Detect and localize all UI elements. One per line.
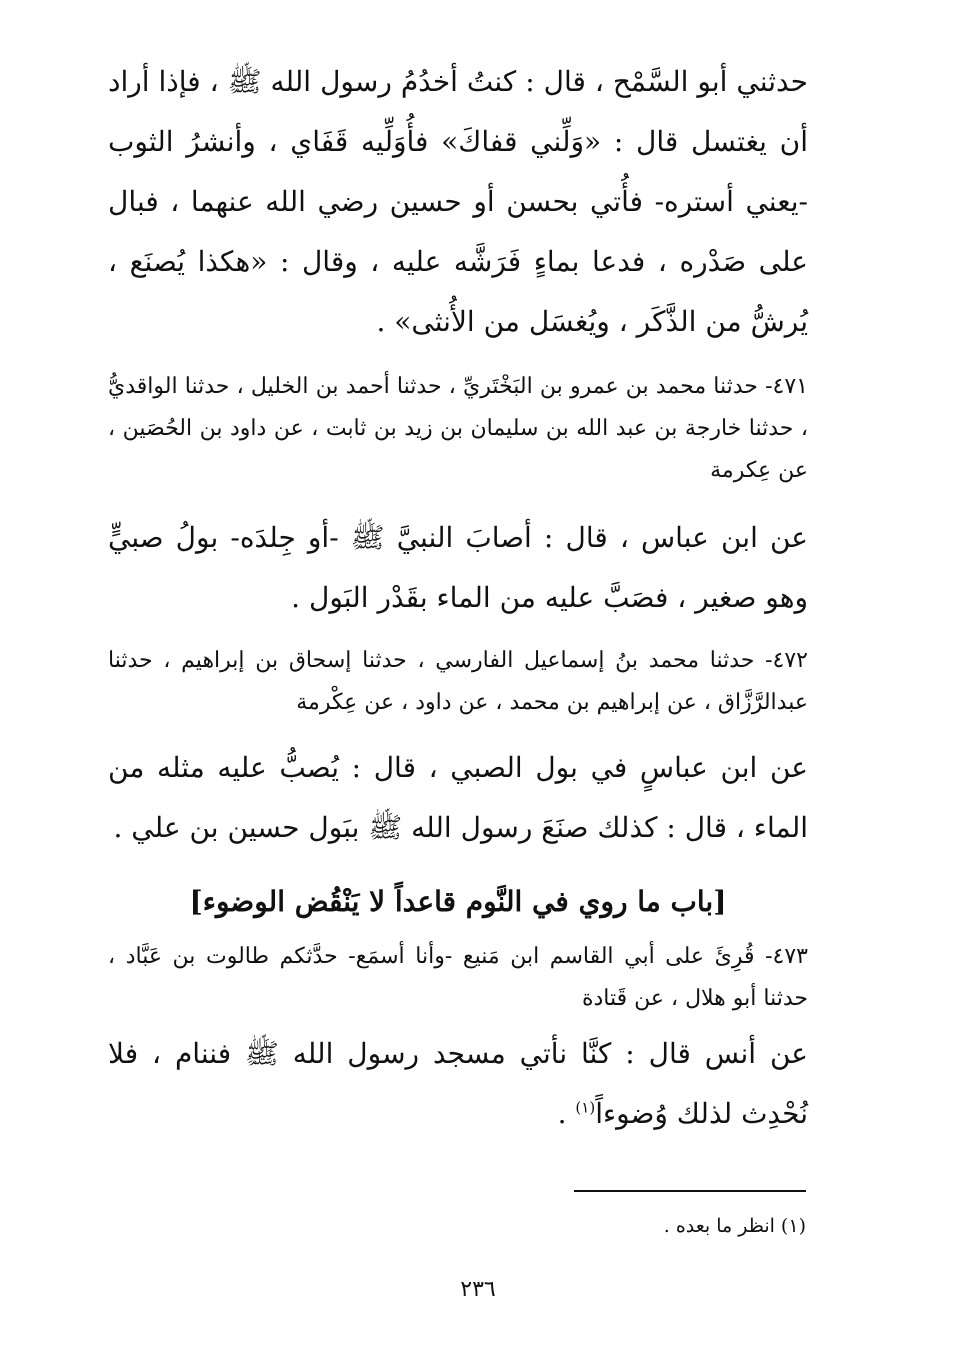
footnote-divider bbox=[574, 1190, 806, 1192]
footnote: (١) انظر ما بعده . bbox=[663, 1215, 806, 1237]
footnote-reference: (١) bbox=[575, 1098, 596, 1117]
hadith-text-473 bbox=[108, 1024, 808, 1144]
hadith-text-473-end: . bbox=[557, 1097, 576, 1130]
isnad-472: ٤٧٢- حدثنا محمد بنُ إسماعيل الفارسي ، حدثنا إسحاق بن إبراهيم ، حدثنا عبدالرَّزَّاق ، عن إبراهيم بن محمد ، عن داود ، عن عِكْرمة bbox=[108, 648, 808, 715]
hadith-text-471: عن ابن عباس ، قال : أصابَ النبيَّ ﷺ -أو جِلدَه- بولُ صبيٍّ وهو صغير ، فصَبَّ عليه من الماء بقَدْر البَول . bbox=[108, 521, 808, 614]
isnad-473: ٤٧٣- قُرِئَ على أبي القاسم ابن مَنيع -وأنا أسمَع- حدَّثكم طالوت بن عَبَّاد ، حدثنا أبو هلال ، عن قَتادة bbox=[108, 944, 808, 1011]
hadith-text-473-body: عن أنس قال : كنَّا نأتي مسجد رسول الله ﷺ فننام ، فلا نُحْدِث لذلك وُضوءاً bbox=[108, 1037, 808, 1130]
chapter-heading: [باب ما روي في النَّوم قاعداً لا يَنْقُض الوضوء] bbox=[189, 885, 727, 918]
hadith-text-472: عن ابن عباسٍ في بول الصبي ، قال : يُصبُّ عليه مثله من الماء ، قال : كذلك صنَعَ رسول الله ﷺ ببَول حسين بن علي . bbox=[108, 751, 808, 844]
page-number: ٢٣٦ bbox=[460, 1277, 496, 1302]
isnad-471: ٤٧١- حدثنا محمد بن عمرو بن البَخْتَريِّ ، حدثنا أحمد بن الخليل ، حدثنا الواقديُّ ، حدثنا خارجة بن عبد الله بن سليمان بن زيد بن ثابت ، عن داود بن الحُصَين ، عن عِكرمة bbox=[108, 374, 808, 483]
page-body bbox=[108, 52, 808, 1158]
hadith-text-paragraph: حدثني أبو السَّمْح ، قال : كنتُ أخدُمُ رسول الله ﷺ ، فإذا أراد أن يغتسل قال : «وَلِّني قفاكَ» فأُوَلِّيه قَفَاي ، وأنشرُ الثوب -يعني أستره- فأُتي بحسن أو حسين رضي الله عنهما ، فبال على صَدْره ، فدعا بماءٍ فَرَشَّه عليه ، وقال : «هكذا يُصنَع ، يُرشُّ من الذَّكَر ، ويُغسَل من الأُنثى» . bbox=[108, 65, 808, 338]
